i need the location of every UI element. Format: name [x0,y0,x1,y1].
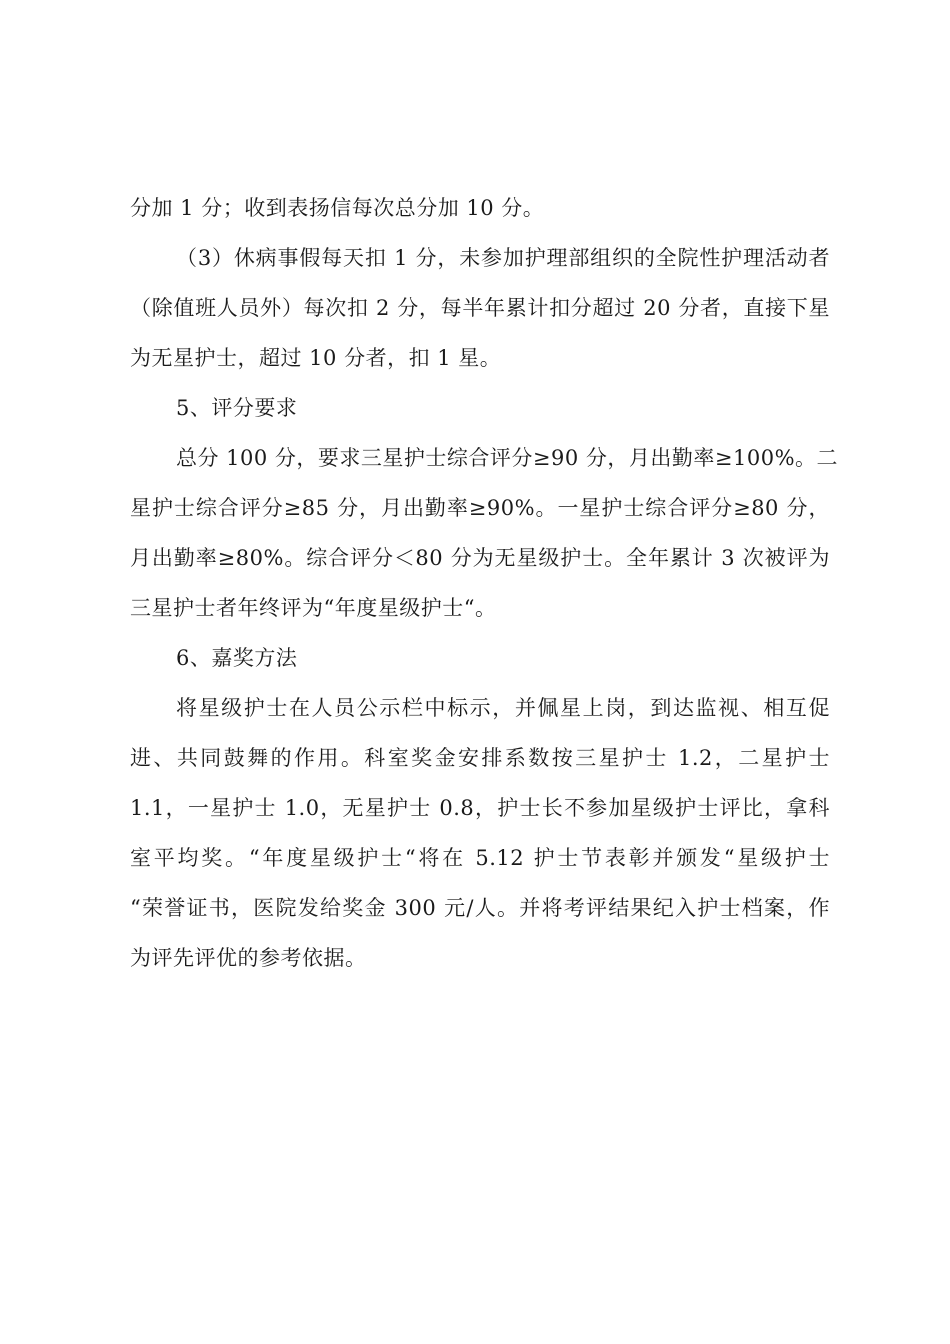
paragraph-line: 进、共同鼓舞的作用。科室奖金安排系数按三星护士 1.2，二星护士 [130,746,830,770]
paragraph-line: 1.1，一星护士 1.0，无星护士 0.8，护士长不参加星级护士评比，拿科 [130,796,830,820]
paragraph-line: （除值班人员外）每次扣 2 分，每半年累计扣分超过 20 分者，直接下星 [130,296,830,320]
paragraph-line: 为无星护士，超过 10 分者，扣 1 星。 [130,346,502,370]
paragraph-line: 将星级护士在人员公示栏中标示，并佩星上岗，到达监视、相互促 [176,696,830,720]
paragraph-line: 室平均奖。“年度星级护士“将在 5.12 护士节表彰并颁发“星级护士 [130,846,830,870]
paragraph-line: 星护士综合评分≥85 分，月出勤率≥90%。一星护士综合评分≥80 分， [130,496,830,520]
paragraph-line: “荣誉证书，医院发给奖金 300 元/人。并将考评结果纪入护士档案，作 [130,896,830,920]
paragraph-line: 总分 100 分，要求三星护士综合评分≥90 分，月出勤率≥100%。二 [176,446,839,470]
section-heading: 5、评分要求 [176,396,298,420]
paragraph-line: （3）休病事假每天扣 1 分，未参加护理部组织的全院性护理活动者 [176,246,830,270]
section-heading: 6、嘉奖方法 [176,646,298,670]
paragraph-line: 月出勤率≥80%。综合评分＜80 分为无星级护士。全年累计 3 次被评为 [130,546,830,570]
paragraph-line: 为评先评优的参考依据。 [130,946,367,970]
paragraph-line: 分加 1 分；收到表扬信每次总分加 10 分。 [130,196,545,220]
paragraph-line: 三星护士者年终评为“年度星级护士“。 [130,596,497,620]
